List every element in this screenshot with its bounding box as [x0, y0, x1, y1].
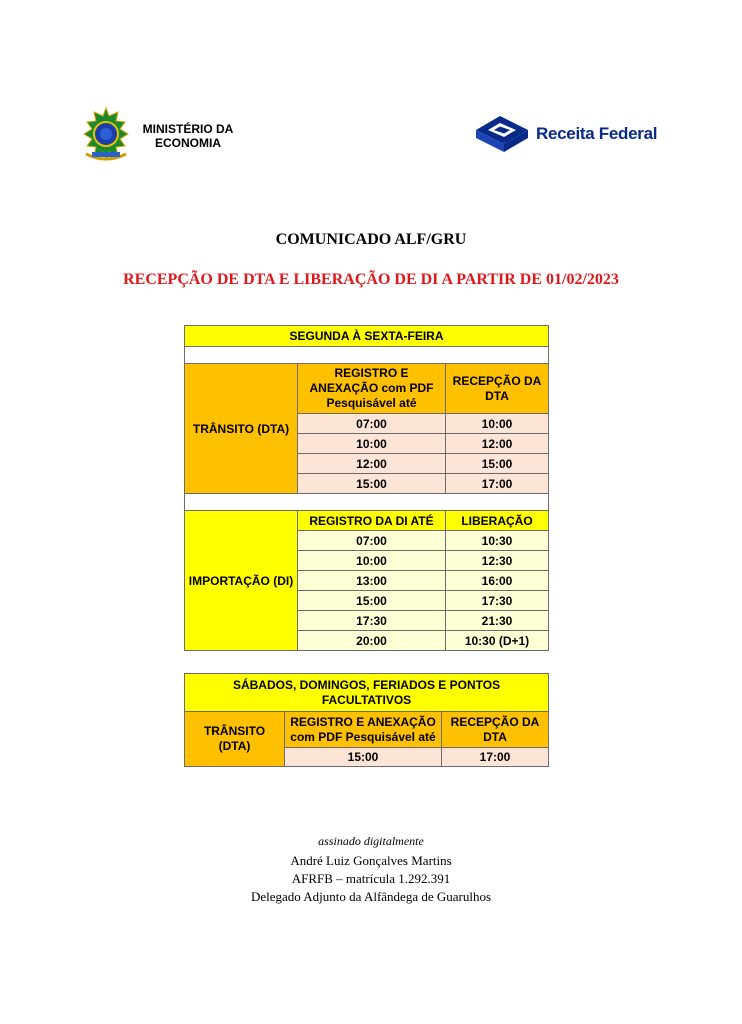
import-cell: 10:30 (D+1)	[446, 631, 549, 651]
import-cell: 10:30	[446, 531, 549, 551]
import-cell: 20:00	[298, 631, 446, 651]
brazil-coat-of-arms-icon	[78, 106, 134, 164]
transit-col1-header: REGISTRO E ANEXAÇÃO com PDF Pesquisável até	[298, 364, 446, 414]
table-row	[185, 347, 549, 364]
signature-note: assinado digitalmente	[318, 834, 424, 848]
transit-cell: 12:00	[446, 434, 549, 454]
import-cell: 17:30	[298, 611, 446, 631]
ministry-line1: MINISTÉRIO DA	[142, 122, 234, 136]
transit-cell: 17:00	[446, 474, 549, 494]
table-row	[185, 712, 549, 748]
transit-cell: 07:00	[298, 414, 446, 434]
weekend-cell: 17:00	[442, 748, 549, 767]
signature-name: André Luiz Gonçalves Martins	[290, 853, 452, 868]
transit-cell: 10:00	[446, 414, 549, 434]
transit-cell: 12:00	[298, 454, 446, 474]
page-title: COMUNICADO ALF/GRU	[275, 231, 467, 248]
transit-label: TRÂNSITO (DTA)	[185, 364, 298, 494]
weekend-col1-header: REGISTRO E ANEXAÇÃO com PDF Pesquisável até	[285, 712, 442, 748]
weekend-col2-header: RECEPÇÃO DA DTA	[442, 712, 549, 748]
weekday-heading: SEGUNDA À SEXTA-FEIRA	[185, 326, 549, 347]
weekend-heading: SÁBADOS, DOMINGOS, FERIADOS E PONTOS FACULTATIVOS	[185, 674, 549, 712]
ministry-line2: ECONOMIA	[155, 136, 221, 150]
weekday-schedule-table	[184, 325, 549, 651]
ministry-name	[138, 122, 238, 150]
import-cell: 10:00	[298, 551, 446, 571]
table-row	[185, 326, 549, 347]
receita-federal-logo-icon	[474, 112, 530, 156]
import-col1-header: REGISTRO DA DI ATÉ	[298, 511, 446, 531]
signature-registration: AFRFB – matrícula 1.292.391	[291, 871, 451, 886]
weekend-transit-label: TRÂNSITO (DTA)	[185, 712, 285, 767]
import-cell: 13:00	[298, 571, 446, 591]
signature-role: Delegado Adjunto da Alfândega de Guarulhos	[250, 889, 492, 904]
table-row	[185, 364, 549, 414]
transit-col2-header: RECEPÇÃO DA DTA	[446, 364, 549, 414]
spacer-cell	[185, 347, 549, 364]
transit-cell: 10:00	[298, 434, 446, 454]
transit-cell: 15:00	[298, 474, 446, 494]
table-row	[185, 674, 549, 712]
weekend-schedule-table	[184, 673, 549, 767]
import-cell: 07:00	[298, 531, 446, 551]
import-cell: 16:00	[446, 571, 549, 591]
transit-cell: 15:00	[446, 454, 549, 474]
import-cell: 15:00	[298, 591, 446, 611]
import-cell: 21:30	[446, 611, 549, 631]
import-cell: 17:30	[446, 591, 549, 611]
table-row	[185, 511, 549, 531]
table-row	[185, 494, 549, 511]
page-subtitle: RECEPÇÃO DE DTA E LIBERAÇÃO DE DI A PARTIR DE 01/02/2023	[123, 271, 619, 288]
import-cell: 12:30	[446, 551, 549, 571]
weekend-cell: 15:00	[285, 748, 442, 767]
import-label: IMPORTAÇÃO (DI)	[185, 511, 298, 651]
import-col2-header: LIBERAÇÃO	[446, 511, 549, 531]
receita-federal-name: Receita Federal	[536, 124, 658, 143]
spacer-cell	[185, 494, 549, 511]
